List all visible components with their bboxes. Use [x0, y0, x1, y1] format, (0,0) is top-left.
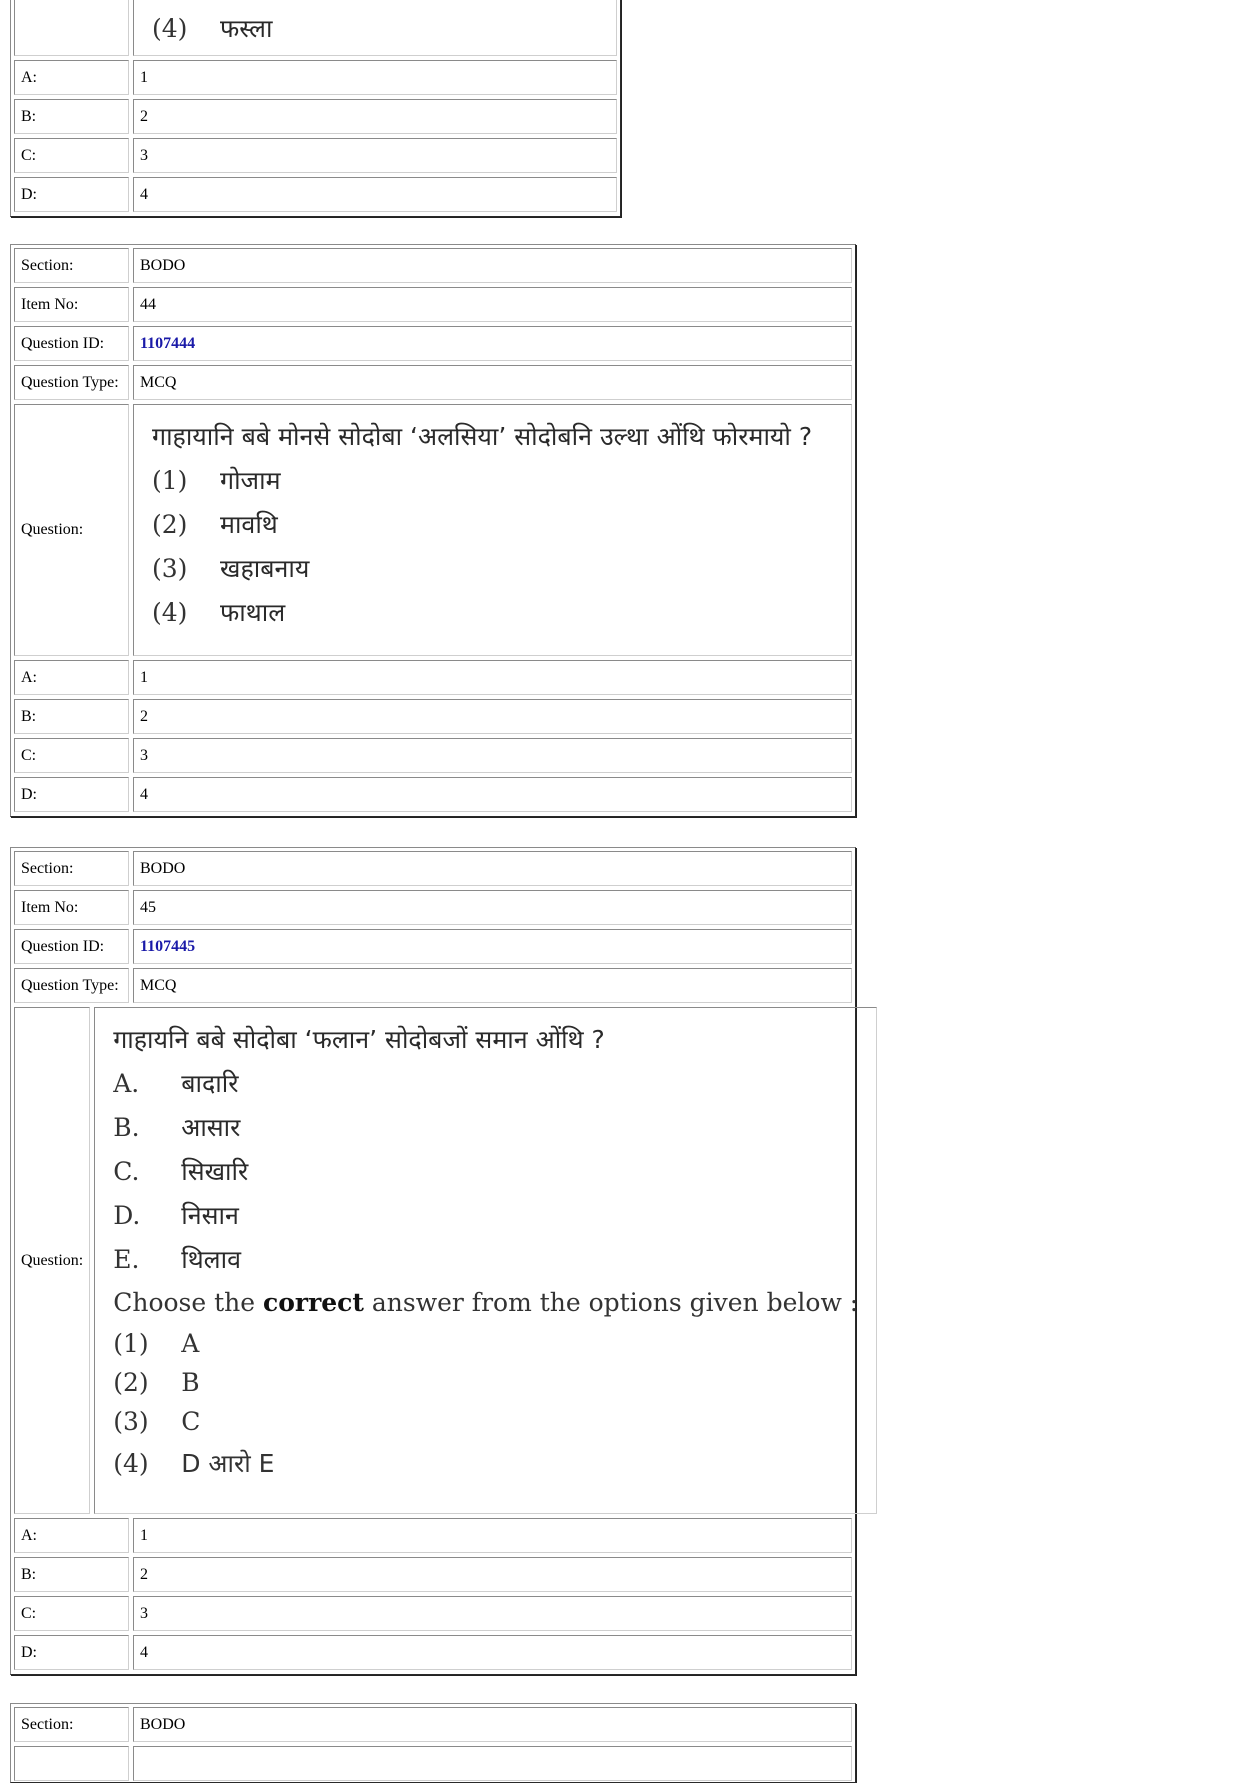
option-number: (2)	[152, 509, 188, 539]
question-type-label: Question Type:	[14, 968, 129, 1003]
question-label: Question:	[14, 1007, 90, 1514]
option-1	[152, 463, 281, 497]
answer-b-label: B:	[14, 1557, 129, 1592]
option-number: (3)	[113, 1407, 149, 1436]
question-table-45	[10, 847, 859, 1675]
question-id-value: 1107445	[133, 929, 852, 964]
option-text: B	[181, 1368, 200, 1397]
answer-a-value: 1	[133, 1518, 852, 1553]
option-text: फस्ला	[220, 14, 273, 43]
question-id-value: 1107444	[133, 326, 852, 361]
question-table-44	[10, 244, 856, 817]
option-number: (4)	[113, 1448, 149, 1478]
statement-letter: D.	[113, 1200, 141, 1230]
section-value: BODO	[133, 248, 852, 283]
answer-b-label: B:	[14, 99, 129, 134]
statement-letter: A.	[113, 1068, 140, 1098]
answer-d-value: 4	[133, 777, 852, 812]
item-no-label: Item No:	[14, 287, 129, 322]
option-text: C	[181, 1407, 201, 1436]
section-label: Section:	[14, 248, 129, 283]
statement-text: आसार	[181, 1113, 241, 1142]
question-table-43	[10, 0, 621, 217]
option-2	[152, 507, 278, 541]
option-number: (4)	[152, 13, 188, 43]
option-number: (1)	[113, 1329, 149, 1358]
answer-b-value: 2	[133, 699, 852, 734]
question-id-label: Question ID:	[14, 326, 129, 361]
answer-b-label: B:	[14, 699, 129, 734]
answer-c-label: C:	[14, 138, 129, 173]
answer-d-label: D:	[14, 1635, 129, 1670]
question-content	[94, 1007, 877, 1514]
statement-text: सिखारि	[181, 1157, 249, 1186]
instruction-bold: correct	[263, 1288, 364, 1317]
question-content	[133, 0, 617, 56]
item-no-value: 45	[133, 890, 852, 925]
item-no-value	[133, 1746, 852, 1781]
question-stem: गाहायानि बबे मोनसे सोदोबा ‘अलसिया’ सोदोबनि उल्था ओंथि फोरमायो ?	[152, 422, 813, 451]
answer-a-value: 1	[133, 60, 617, 95]
option-3	[113, 1407, 200, 1436]
answer-a-value: 1	[133, 660, 852, 695]
instruction-text	[113, 1288, 858, 1317]
statement-a	[113, 1066, 238, 1100]
question-type-label: Question Type:	[14, 365, 129, 400]
answer-d-label: D:	[14, 177, 129, 212]
question-stem: गाहायनि बबे सोदोबा ‘फलान’ सोदोबजों समान ओंथि ?	[113, 1025, 605, 1054]
statement-text: बादारि	[181, 1069, 239, 1098]
answer-c-value: 3	[133, 738, 852, 773]
statement-b	[113, 1110, 240, 1144]
statement-letter: C.	[113, 1156, 140, 1186]
answer-c-value: 3	[133, 1596, 852, 1631]
question-label-cell	[14, 0, 129, 56]
answer-d-label: D:	[14, 777, 129, 812]
answer-d-value: 4	[133, 177, 617, 212]
statement-text: निसान	[181, 1201, 239, 1230]
option-text: फाथाल	[220, 598, 286, 627]
statement-letter: E.	[113, 1244, 140, 1274]
question-content	[133, 404, 852, 656]
item-no-label	[14, 1746, 129, 1781]
item-no-label: Item No:	[14, 890, 129, 925]
option-1	[113, 1329, 199, 1358]
option-4	[152, 595, 285, 629]
answer-a-label: A:	[14, 60, 129, 95]
item-no-value: 44	[133, 287, 852, 322]
answer-a-label: A:	[14, 1518, 129, 1553]
question-label: Question:	[14, 404, 129, 656]
answer-b-value: 2	[133, 1557, 852, 1592]
statement-c	[113, 1154, 248, 1188]
statement-text: थिलाव	[181, 1245, 241, 1274]
question-type-value: MCQ	[133, 365, 852, 400]
answer-a-label: A:	[14, 660, 129, 695]
section-label: Section:	[14, 851, 129, 886]
section-label: Section:	[14, 1707, 129, 1742]
option-text: खहाबनाय	[220, 554, 310, 583]
answer-d-value: 4	[133, 1635, 852, 1670]
answer-c-value: 3	[133, 138, 617, 173]
instruction-pre: Choose the	[113, 1288, 264, 1317]
option-number: (2)	[113, 1368, 149, 1397]
question-id-label: Question ID:	[14, 929, 129, 964]
statement-d	[113, 1198, 239, 1232]
question-type-value: MCQ	[133, 968, 852, 1003]
option-2	[113, 1368, 199, 1397]
statement-letter: B.	[113, 1112, 140, 1142]
option-4	[152, 11, 272, 45]
answer-b-value: 2	[133, 99, 617, 134]
section-value: BODO	[133, 1707, 852, 1742]
option-text: गोजाम	[220, 466, 281, 495]
answer-c-label: C:	[14, 738, 129, 773]
option-text: मावथि	[220, 510, 278, 539]
option-number: (3)	[152, 553, 188, 583]
option-text: D आरो E	[181, 1449, 275, 1478]
option-3	[152, 551, 309, 585]
option-text: A	[181, 1329, 200, 1358]
statement-e	[113, 1242, 241, 1276]
option-number: (1)	[152, 465, 188, 495]
section-value: BODO	[133, 851, 852, 886]
option-number: (4)	[152, 597, 188, 627]
question-table-46	[10, 1703, 856, 1783]
option-4	[113, 1446, 274, 1480]
answer-c-label: C:	[14, 1596, 129, 1631]
instruction-post: answer from the options given below :	[363, 1288, 859, 1317]
